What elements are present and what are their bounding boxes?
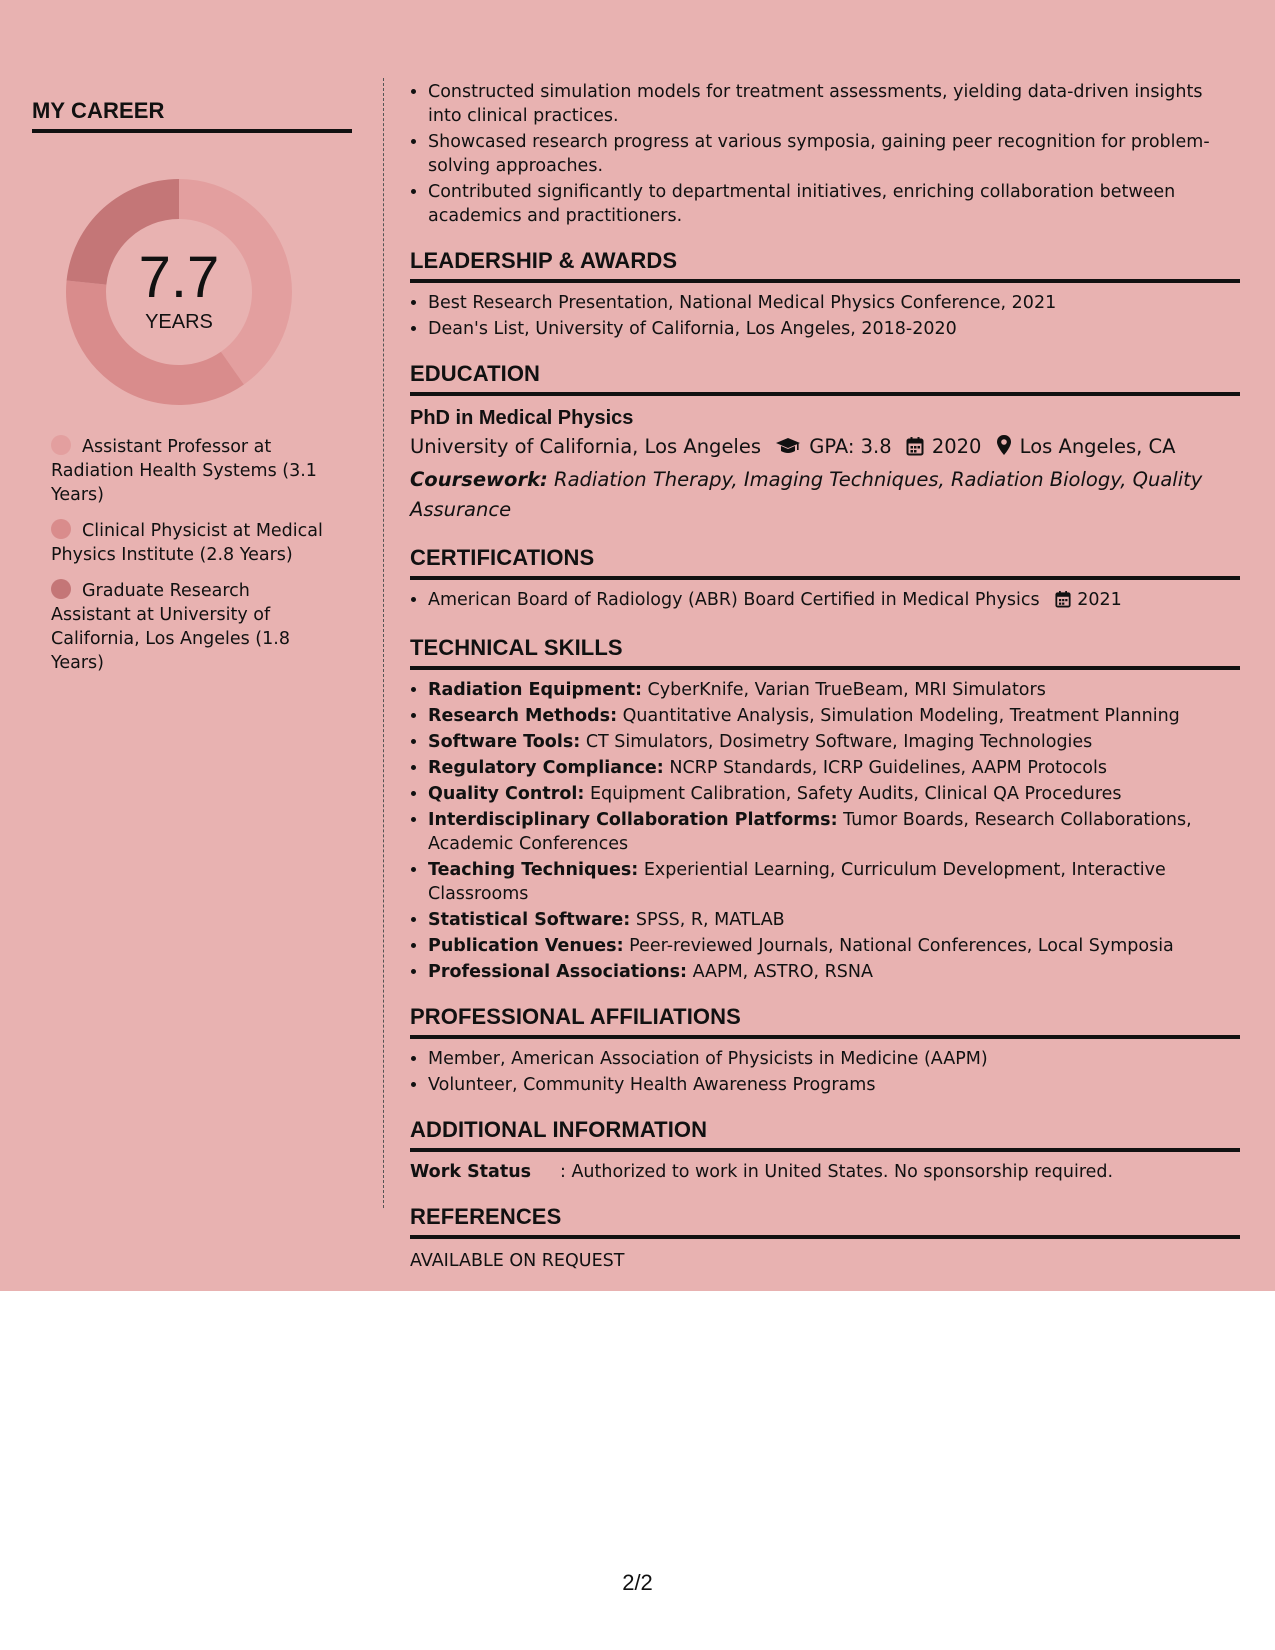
list-item <box>428 588 1240 615</box>
section-rule <box>410 576 1240 580</box>
coursework-label: Coursework: <box>410 468 548 491</box>
left-column <box>32 78 352 687</box>
calendar-icon <box>1055 590 1071 615</box>
calendar-icon <box>906 435 924 465</box>
skill-value: CT Simulators, Dosimetry Software, Imaging Technologies <box>585 732 1093 752</box>
list-item: • Best Research Presentation, National Medical Physics Conference, 2021 <box>428 291 1240 315</box>
skill-value: Experiential Learning, Curriculum Development, Interactive Classrooms <box>428 860 1166 904</box>
gpa-text: GPA: 3.8 <box>809 435 892 458</box>
section-title: TECHNICAL SKILLS <box>410 635 623 660</box>
list-item <box>428 756 1240 780</box>
degree-title: PhD in Medical Physics <box>410 407 634 429</box>
legend-item <box>51 519 326 567</box>
legend-label: Graduate Research Assistant at University of California, Los Angeles (1.8 Years) <box>51 581 290 673</box>
section-title: ADDITIONAL INFORMATION <box>410 1117 708 1142</box>
skill-label: Quality Control: <box>428 784 585 804</box>
list-item: • Member, American Association of Physicists in Medicine (AAPM) <box>428 1047 1240 1071</box>
additional-info-section <box>410 1117 1240 1184</box>
skill-label: Publication Venues: <box>428 936 624 956</box>
legend-label: Clinical Physicist at Medical Physics Institute (2.8 Years) <box>51 521 323 565</box>
work-status-value: : Authorized to work in United States. No sponsorship required. <box>560 1162 1114 1182</box>
skill-value: Peer-reviewed Journals, National Conferences, Local Symposia <box>629 936 1174 956</box>
technical-skills-section <box>410 635 1240 984</box>
list-item: • Showcased research progress at various symposia, gaining peer recognition for problem-solving approaches. <box>428 130 1240 178</box>
certifications-section <box>410 545 1240 615</box>
affiliations-list <box>410 1047 1240 1097</box>
location-pin-icon <box>996 434 1012 465</box>
skill-label: Radiation Equipment: <box>428 680 642 700</box>
work-status-label: Work Status <box>410 1162 532 1182</box>
list-item <box>428 782 1240 806</box>
list-item: • Dean's List, University of California, Los Angeles, 2018-2020 <box>428 317 1240 341</box>
list-item: • Constructed simulation models for treatment assessments, yielding data-driven insights into clinical practices. <box>428 80 1240 128</box>
list-item: • Contributed significantly to departmental initiatives, enriching collaboration between academics and practitioners. <box>428 180 1240 228</box>
list-item <box>428 908 1240 932</box>
list-item <box>428 858 1240 906</box>
legend-dot <box>51 579 71 599</box>
list-item: • Volunteer, Community Health Awareness Programs <box>428 1073 1240 1097</box>
legend-dot <box>51 519 71 539</box>
section-rule <box>410 1235 1240 1239</box>
leadership-section <box>410 248 1240 341</box>
section-rule <box>410 666 1240 670</box>
graduation-cap-icon <box>775 435 801 465</box>
section-rule <box>410 1148 1240 1152</box>
skill-label: Research Methods: <box>428 706 618 726</box>
education-section <box>410 361 1240 525</box>
skill-value: SPSS, R, MATLAB <box>635 910 785 930</box>
career-rule <box>32 129 352 133</box>
skill-label: Professional Associations: <box>428 962 688 982</box>
skill-value: Tumor Boards, Research Collaborations, Academic Conferences <box>428 810 1192 854</box>
list-item <box>428 704 1240 728</box>
career-legend <box>32 435 352 675</box>
list-item <box>428 934 1240 958</box>
donut-total-label: YEARS <box>145 311 213 333</box>
skill-label: Teaching Techniques: <box>428 860 639 880</box>
career-donut-chart <box>64 177 294 407</box>
section-title: LEADERSHIP & AWARDS <box>410 248 678 273</box>
coursework <box>410 465 1240 525</box>
work-status-row <box>410 1160 1240 1184</box>
career-title: MY CAREER <box>32 98 165 123</box>
skill-label: Software Tools: <box>428 732 581 752</box>
section-rule <box>410 1035 1240 1039</box>
references-section <box>410 1204 1240 1273</box>
legend-dot <box>51 435 71 455</box>
certification-year: 2021 <box>1077 590 1122 610</box>
column-divider <box>383 78 384 1208</box>
skill-value: NCRP Standards, ICRP Guidelines, AAPM Protocols <box>669 758 1107 778</box>
leadership-list <box>410 291 1240 341</box>
page-number: 2/2 <box>622 1570 653 1595</box>
school-name: University of California, Los Angeles <box>410 435 762 458</box>
section-title: REFERENCES <box>410 1204 562 1229</box>
certifications-list <box>410 588 1240 615</box>
affiliations-section <box>410 1004 1240 1097</box>
legend-item <box>51 435 326 507</box>
skill-value: CyberKnife, Varian TrueBeam, MRI Simulators <box>647 680 1046 700</box>
skill-value: Quantitative Analysis, Simulation Modeling, Treatment Planning <box>622 706 1180 726</box>
coursework-list: Radiation Therapy, Imaging Techniques, Radiation Biology, Quality Assurance <box>410 468 1203 521</box>
section-rule <box>410 392 1240 396</box>
education-location: Los Angeles, CA <box>1019 435 1176 458</box>
education-details <box>410 432 1240 465</box>
list-item <box>428 808 1240 856</box>
skills-list <box>410 678 1240 984</box>
list-item <box>428 730 1240 754</box>
skill-value: Equipment Calibration, Safety Audits, Clinical QA Procedures <box>589 784 1122 804</box>
right-column <box>410 80 1240 1273</box>
skill-value: AAPM, ASTRO, RSNA <box>692 962 873 982</box>
graduation-year: 2020 <box>931 435 982 458</box>
legend-label: Assistant Professor at Radiation Health Systems (3.1 Years) <box>51 437 317 505</box>
experience-bullets <box>410 80 1240 228</box>
legend-item <box>51 579 326 675</box>
certification-name: American Board of Radiology (ABR) Board Certified in Medical Physics <box>428 590 1040 610</box>
section-title: EDUCATION <box>410 361 541 386</box>
list-item <box>428 678 1240 702</box>
section-title: PROFESSIONAL AFFILIATIONS <box>410 1004 741 1029</box>
section-title: CERTIFICATIONS <box>410 545 595 570</box>
section-rule <box>410 279 1240 283</box>
skill-label: Statistical Software: <box>428 910 631 930</box>
skill-label: Interdisciplinary Collaboration Platforms: <box>428 810 838 830</box>
list-item <box>428 960 1240 984</box>
references-text: AVAILABLE ON REQUEST <box>410 1251 625 1271</box>
skill-label: Regulatory Compliance: <box>428 758 664 778</box>
donut-total-value: 7.7 <box>138 245 220 310</box>
